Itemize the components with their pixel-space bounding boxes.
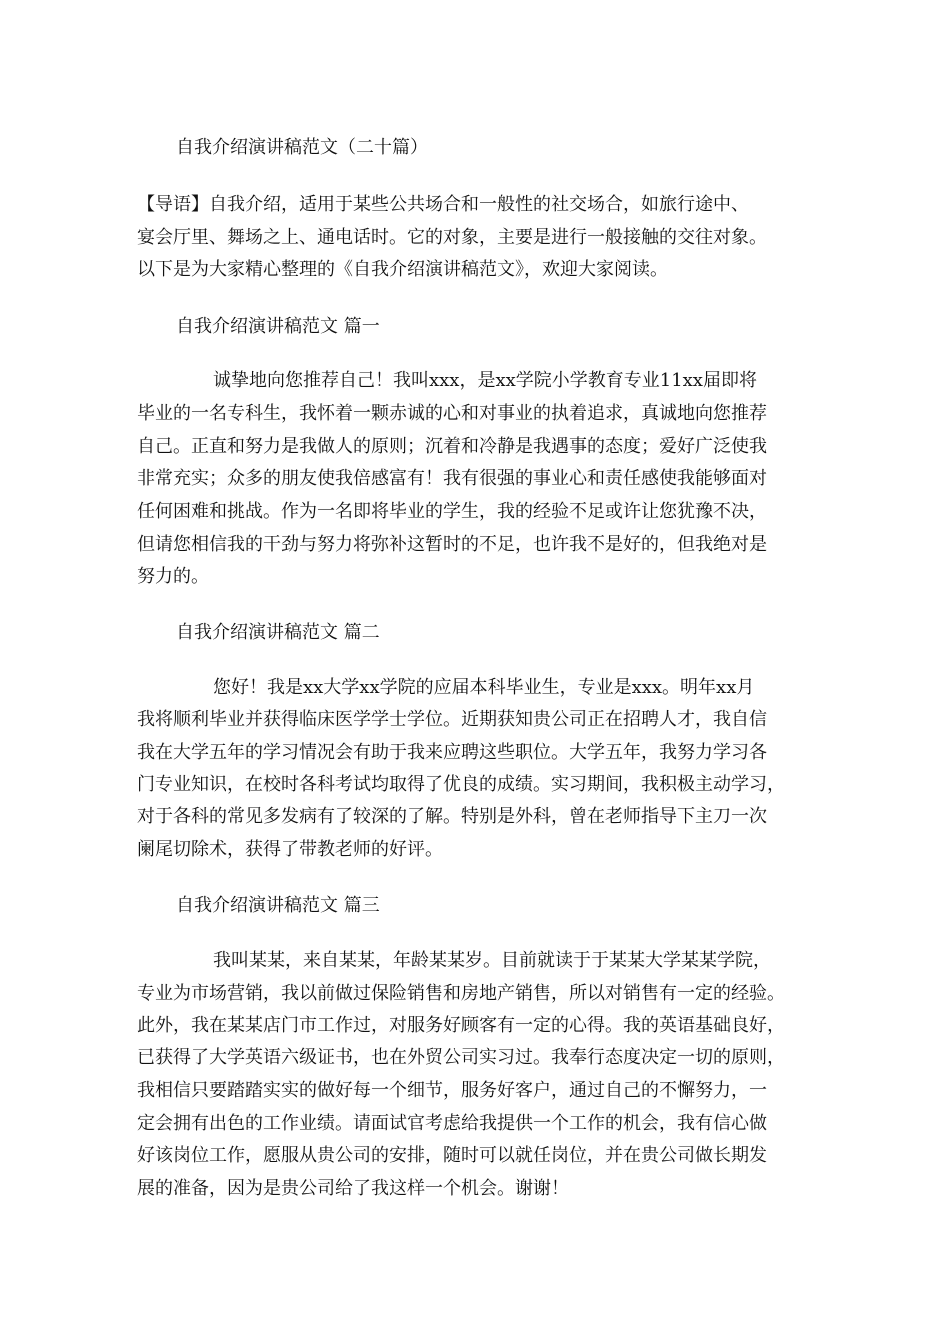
section-2-line: 门专业知识，在校时各科考试均取得了优良的成绩。实习期间，我积极主动学习， bbox=[137, 774, 785, 795]
document-title: 自我介绍演讲稿范文（二十篇） bbox=[176, 137, 428, 158]
section-1-line: 但请您相信我的干劲与努力将弥补这暂时的不足，也许我不是好的，但我绝对是 bbox=[137, 534, 767, 555]
section-3-line: 已获得了大学英语六级证书，也在外贸公司实习过。我奉行态度决定一切的原则， bbox=[137, 1047, 785, 1068]
intro-line: 以下是为大家精心整理的《自我介绍演讲稿范文》，欢迎大家阅读。 bbox=[137, 259, 668, 280]
section-2-line: 您好！我是xx大学xx学院的应届本科毕业生，专业是xxx。明年xx月 bbox=[213, 677, 755, 698]
section-1-line: 任何困难和挑战。作为一名即将毕业的学生，我的经验不足或许让您犹豫不决， bbox=[137, 501, 767, 522]
section-heading-1: 自我介绍演讲稿范文 篇一 bbox=[176, 316, 380, 337]
section-3-line: 专业为市场营销，我以前做过保险销售和房地产销售，所以对销售有一定的经验。 bbox=[137, 983, 785, 1004]
intro-line: 【导语】自我介绍，适用于某些公共场合和一般性的社交场合，如旅行途中、 bbox=[137, 194, 749, 215]
section-1-line: 非常充实；众多的朋友使我倍感富有！我有很强的事业心和责任感使我能够面对 bbox=[137, 468, 767, 489]
section-2-line: 我在大学五年的学习情况会有助于我来应聘这些职位。大学五年，我努力学习各 bbox=[137, 742, 767, 763]
section-1-line: 努力的。 bbox=[137, 566, 209, 587]
section-2-line: 阑尾切除术，获得了带教老师的好评。 bbox=[137, 839, 443, 860]
section-2-line: 对于各科的常见多发病有了较深的了解。特别是外科，曾在老师指导下主刀一次 bbox=[137, 806, 767, 827]
section-3-line: 定会拥有出色的工作业绩。请面试官考虑给我提供一个工作的机会，我有信心做 bbox=[137, 1113, 767, 1134]
section-1-line: 诚挚地向您推荐自己！我叫xxx，是xx学院小学教育专业11xx届即将 bbox=[213, 370, 757, 391]
section-heading-2: 自我介绍演讲稿范文 篇二 bbox=[176, 622, 380, 643]
section-1-line: 自己。正直和努力是我做人的原则；沉着和冷静是我遇事的态度；爱好广泛使我 bbox=[137, 436, 767, 457]
section-3-line: 我叫某某，来自某某，年龄某某岁。目前就读于于某某大学某某学院， bbox=[213, 950, 771, 971]
section-3-line: 此外，我在某某店门市工作过，对服务好顾客有一定的心得。我的英语基础良好， bbox=[137, 1015, 785, 1036]
section-3-line: 展的准备，因为是贵公司给了我这样一个机会。谢谢！ bbox=[137, 1178, 569, 1199]
section-3-line: 好该岗位工作，愿服从贵公司的安排，随时可以就任岗位，并在贵公司做长期发 bbox=[137, 1145, 767, 1166]
section-1-line: 毕业的一名专科生，我怀着一颗赤诚的心和对事业的执着追求，真诚地向您推荐 bbox=[137, 403, 767, 424]
section-3-line: 我相信只要踏踏实实的做好每一个细节，服务好客户，通过自己的不懈努力，一 bbox=[137, 1080, 767, 1101]
section-heading-3: 自我介绍演讲稿范文 篇三 bbox=[176, 895, 380, 916]
section-2-line: 我将顺利毕业并获得临床医学学士学位。近期获知贵公司正在招聘人才，我自信 bbox=[137, 709, 767, 730]
intro-line: 宴会厅里、舞场之上、通电话时。它的对象，主要是进行一般接触的交往对象。 bbox=[137, 227, 767, 248]
